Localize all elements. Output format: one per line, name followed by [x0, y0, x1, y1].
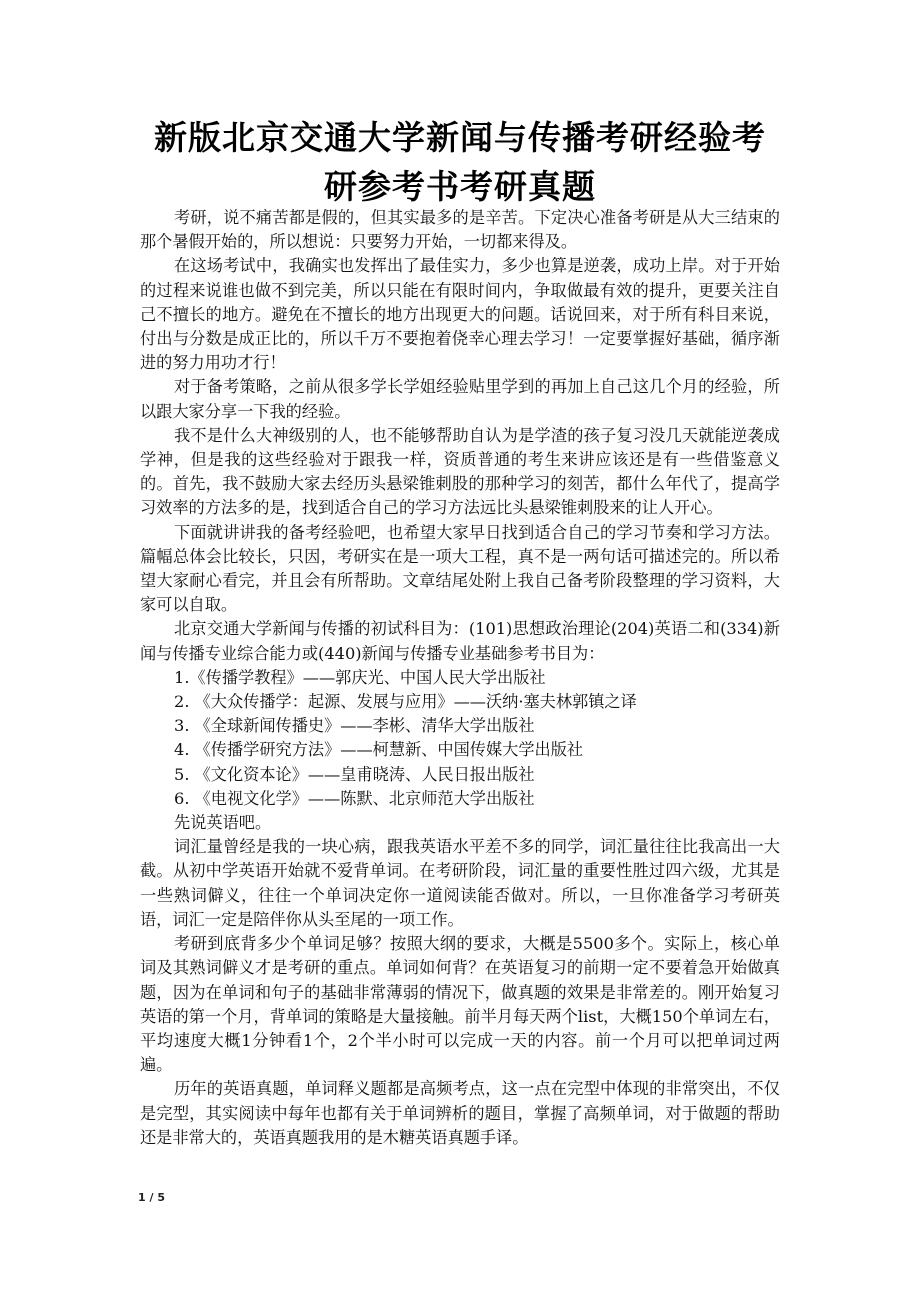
paragraph: 下面就讲讲我的备考经验吧，也希望大家早日找到适合自己的学习节奏和学习方法。篇幅总体会比较长，只因，考研实在是一项大工程，真不是一两句话可描述完的。所以希望大家耐心看完，并且会有所帮助。文章结尾处附上我自己备考阶段整理的学习资料，大家可以自取。 [140, 522, 780, 615]
document-body [140, 206, 780, 1150]
paragraph: 先说英语吧。 [174, 813, 272, 833]
paragraph: 历年的英语真题，单词释义题都是高频考点，这一点在完型中体现的非常突出，不仅是完型，其实阅读中每年也都有关于单词辨析的题目，掌握了高频单词，对于做题的帮助还是非常大的，英语真题我用的是木糖英语真题手译。 [140, 1079, 780, 1147]
paragraph: 考研到底背多少个单词足够？按照大纲的要求，大概是5500多个。实际上，核心单词及其熟词僻义才是考研的重点。单词如何背？在英语复习的前期一定不要着急开始做真题，因为在单词和句子的基础非常薄弱的情况下，做真题的效果是非常差的。刚开始复习英语的第一个月，背单词的策略是大量接触。前半月每天两个list，大概150个单词左右，平均速度大概1分钟看1个，2个半小时可以完成一天的内容。前一个月可以把单词过两遍。 [140, 934, 780, 1075]
paragraph: 北京交通大学新闻与传播的初试科目为：(101)思想政治理论(204)英语二和(334)新闻与传播专业综合能力或(440)新闻与传播专业基础参考书目为： [140, 619, 780, 663]
paragraph: 在这场考试中，我确实也发挥出了最佳实力，多少也算是逆袭，成功上岸。对于开始的过程来说谁也做不到完美，所以只能在有限时间内，争取做最有效的提升，更要关注自己不擅长的地方。避免在不擅长的地方出现更大的问题。话说回来，对于所有科目来说，付出与分数是成正比的，所以千万不要抱着侥幸心理去学习！一定要掌握好基础，循序渐进的努力用功才行！ [140, 256, 780, 373]
book-list-item: 2. 《大众传播学：起源、发展与应用》——沃纳·塞夫林郭镇之译 [174, 692, 637, 712]
paragraph: 我不是什么大神级别的人，也不能够帮助自认为是学渣的孩子复习没几天就能逆袭成学神，但是我的这些经验对于跟我一样，资质普通的考生来讲应该还是有一些借鉴意义的。首先，我不鼓励大家去经历头悬梁锥刺股的那种学习的刻苦，都什么年代了，提高学习效率的方法多的是，找到适合自己的学习方法远比头悬梁锥刺股来的让人开心。 [140, 425, 780, 518]
book-list-item: 6. 《电视文化学》——陈默、北京师范大学出版社 [174, 788, 535, 808]
page-number: 1 / 5 [138, 1191, 165, 1204]
document-title-line-2: 研参考书考研真题 [324, 167, 596, 206]
document-title-line-1: 新版北京交通大学新闻与传播考研经验考 [154, 118, 766, 157]
paragraph: 考研，说不痛苦都是假的，但其实最多的是辛苦。下定决心准备考研是从大三结束的那个暑假开始的，所以想说：只要努力开始，一切都来得及。 [140, 208, 780, 252]
book-list-item: 5. 《文化资本论》——皇甫晓涛、人民日报出版社 [174, 764, 535, 784]
book-list-item: 3. 《全球新闻传播史》——李彬、清华大学出版社 [174, 716, 535, 736]
book-list-item: 1.《传播学教程》——郭庆光、中国人民大学出版社 [174, 667, 546, 687]
paragraph: 对于备考策略，之前从很多学长学姐经验贴里学到的再加上自己这几个月的经验，所以跟大家分享一下我的经验。 [140, 377, 780, 421]
paragraph: 词汇量曾经是我的一块心病，跟我英语水平差不多的同学，词汇量往往比我高出一大截。从初中学英语开始就不爱背单词。在考研阶段，词汇量的重要性胜过四六级，尤其是一些熟词僻义，往往一个单词决定你一道阅读能否做对。所以，一旦你准备学习考研英语，词汇一定是陪伴你从头至尾的一项工作。 [140, 837, 780, 929]
book-list-item: 4. 《传播学研究方法》——柯慧新、中国传媒大学出版社 [174, 740, 584, 760]
